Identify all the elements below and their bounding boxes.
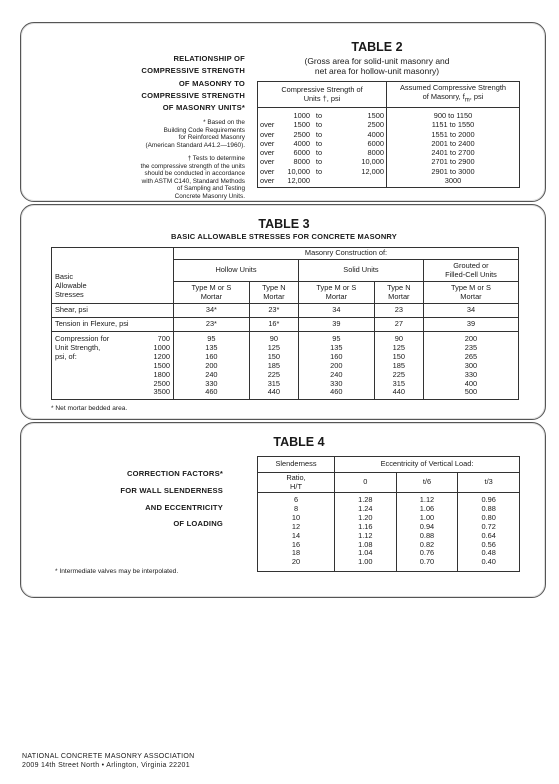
mortar-word: Mortar	[325, 291, 348, 301]
correction-factor: 0.96	[481, 495, 496, 504]
correction-factor: 0.80	[481, 512, 496, 522]
compression-column	[374, 332, 423, 400]
compression-value: 90	[394, 334, 403, 343]
range-prefix: over	[260, 166, 275, 176]
assumed-strength-value: 2001 to 2400	[431, 138, 475, 148]
range-low: 8000	[293, 157, 310, 167]
table-2-note-1: * Based on the Building Code Requirements for Reinforced Masonry (American Standard A41.2—1960).	[145, 119, 245, 149]
correction-factor: 0.94	[419, 521, 435, 531]
correction-factor: 1.20	[358, 512, 373, 522]
table-row	[260, 157, 384, 166]
mortar-word: Mortar	[388, 291, 410, 301]
compression-rows	[52, 332, 519, 400]
basic-allowable-stresses-header: Basic Allowable Stresses	[52, 248, 174, 304]
compression-label-cell	[52, 332, 174, 400]
mortar-word: Mortar	[460, 291, 482, 301]
table-3-grid	[51, 247, 519, 400]
table-row	[260, 130, 384, 139]
mortar-type: Type N	[262, 282, 286, 292]
range-low: 1000	[293, 111, 310, 120]
assumed-strength-value: 3000	[444, 176, 462, 186]
tension-value: 39	[423, 318, 518, 332]
masonry-construction-header: Masonry Construction of:	[174, 248, 519, 260]
compression-value: 185	[392, 360, 405, 370]
compression-value: 460	[330, 387, 343, 397]
compression-value: 315	[392, 378, 405, 388]
correction-factor: 1.24	[358, 503, 373, 513]
compression-value: 200	[205, 360, 218, 370]
compression-column	[298, 332, 374, 400]
compression-value: 500	[464, 387, 478, 397]
compression-value: 240	[330, 369, 343, 379]
assumed-strength-value: 1551 to 2000	[431, 129, 475, 139]
compression-value: 95	[207, 334, 216, 343]
slenderness-ratio: 20	[291, 557, 301, 567]
range-prefix: over	[260, 157, 275, 167]
shear-label: Shear, psi	[52, 304, 174, 318]
compressive-strength-ranges	[258, 108, 387, 188]
assumed-strength-value: 2401 to 2700	[431, 148, 475, 158]
compression-column	[249, 332, 298, 400]
assumed-strength-value: 900 to 1150	[433, 111, 473, 120]
compression-value: 150	[392, 351, 405, 361]
range-to: to	[315, 148, 323, 158]
table-2-subtitle: (Gross area for solid-unit masonry and net area for hollow-unit masonry)	[304, 56, 450, 76]
unit-strength: 3500	[153, 387, 170, 397]
compression-value: 225	[392, 369, 405, 379]
mortar-type-header	[174, 282, 250, 304]
footer-address	[22, 752, 195, 770]
compression-value: 330	[205, 378, 218, 388]
range-to: to	[315, 120, 323, 130]
table-row	[52, 318, 519, 332]
table-row	[260, 120, 384, 129]
col-compressive-strength-header: Compressive Strength of Units †, psi	[258, 82, 387, 108]
compression-value: 400	[464, 378, 478, 388]
correction-column	[396, 493, 458, 572]
range-prefix: over	[260, 138, 275, 148]
range-to: to	[315, 138, 323, 148]
table-2-note-2: † Tests to determine the compressive strength of the units should be conducted in accordance with ASTM C140, Standard Methods of Sampling and Testing Concrete Masonry Units.	[140, 155, 245, 200]
compression-value: 90	[269, 334, 278, 343]
table-row	[260, 176, 384, 185]
compression-value: 150	[267, 351, 281, 361]
range-low: 10,000	[287, 166, 310, 176]
compression-value: 265	[464, 351, 478, 361]
range-low: 4000	[293, 138, 310, 148]
range-high: 10,000	[361, 157, 384, 167]
unit-strength: 1800	[153, 369, 170, 379]
assumed-strength-value: 2901 to 3000	[431, 166, 475, 176]
mortar-type: Type N	[387, 282, 411, 292]
range-high: 4000	[367, 129, 384, 139]
hollow-units-header: Hollow Units	[174, 260, 299, 282]
correction-column	[335, 493, 397, 572]
compression-value: 200	[330, 360, 343, 370]
correction-factor: 1.12	[358, 530, 373, 540]
mortar-type: Type M or S	[316, 282, 357, 292]
correction-factor: 0.88	[419, 530, 435, 540]
ratio-column	[258, 493, 335, 572]
table-4-panel	[20, 422, 546, 598]
eccentricity-header: Eccentricity of Vertical Load:	[335, 457, 520, 473]
compression-value: 330	[330, 378, 343, 388]
compression-value: 460	[205, 387, 218, 397]
correction-factor: 0.88	[481, 503, 496, 513]
ecc-col-t6: t/6	[396, 473, 458, 493]
compression-value: 160	[330, 351, 343, 361]
assumed-strength-value: 2701 to 2900	[431, 157, 475, 167]
compression-label: Unit Strength,	[55, 342, 101, 352]
slenderness-ratio: 14	[291, 530, 301, 540]
compression-column	[423, 332, 518, 400]
assumed-strength-value: 1151 to 1550	[431, 120, 475, 130]
table-row	[260, 139, 384, 148]
tension-label: Tension in Flexure, psi	[52, 318, 174, 332]
range-low: 2500	[293, 129, 310, 139]
correction-factor: 0.70	[419, 557, 435, 567]
slenderness-ratio: 10	[291, 512, 301, 522]
compression-value: 440	[267, 387, 281, 397]
range-high: 8000	[367, 148, 384, 158]
table-4-grid	[257, 456, 520, 572]
compression-value: 300	[464, 360, 478, 370]
unit-strength: 1500	[153, 360, 170, 370]
unit-strength: 2500	[153, 378, 170, 388]
unit-strength: 1000	[153, 342, 170, 352]
correction-column	[458, 493, 520, 572]
mortar-type: Type M or S	[451, 282, 491, 292]
correction-factor: 1.28	[358, 495, 373, 504]
table-2-title: TABLE 2	[351, 40, 403, 54]
table-row	[260, 167, 384, 176]
tension-value: 39	[298, 318, 374, 332]
tension-value: 23*	[174, 318, 250, 332]
correction-factor: 1.00	[419, 512, 435, 522]
table-2-panel	[20, 22, 546, 202]
compression-value: 315	[267, 378, 281, 388]
correction-factor: 0.56	[481, 539, 496, 549]
range-high: 12,000	[361, 166, 384, 176]
solid-units-header: Solid Units	[298, 260, 423, 282]
range-to	[310, 176, 328, 185]
mortar-type-header	[423, 282, 518, 304]
shear-value: 34	[298, 304, 374, 318]
slenderness-ratio: 16	[291, 539, 301, 549]
compression-value: 125	[267, 342, 281, 352]
correction-factor: 0.76	[419, 548, 435, 558]
compression-value: 135	[205, 342, 218, 352]
ecc-col-t3: t/3	[458, 473, 520, 493]
mortar-word: Mortar	[263, 291, 285, 301]
slenderness-ratio: 8	[293, 503, 299, 513]
tension-value: 27	[374, 318, 423, 332]
ratio-header: Ratio, H/T	[258, 473, 335, 493]
correction-factor: 0.48	[481, 548, 496, 558]
slenderness-ratio: 6	[293, 495, 299, 504]
range-prefix: over	[260, 120, 275, 130]
shear-value: 23	[374, 304, 423, 318]
table-3-title: TABLE 3	[258, 217, 310, 231]
table-3-footnote: * Net mortar bedded area.	[51, 405, 128, 412]
range-prefix: over	[260, 176, 275, 186]
range-to: to	[315, 166, 323, 176]
compression-value: 240	[205, 369, 218, 379]
table-4-footnote: * Intermediate valves may be interpolated.	[55, 568, 179, 575]
compression-value: 185	[267, 360, 281, 370]
table-2-grid	[257, 81, 520, 188]
range-high: 6000	[367, 138, 384, 148]
compression-label: psi, of:	[55, 351, 77, 361]
correction-factor: 0.72	[481, 521, 496, 531]
range-low: 1500	[293, 120, 310, 130]
range-prefix: over	[260, 129, 275, 139]
correction-factor: 1.00	[358, 557, 373, 567]
ecc-col-0: 0	[335, 473, 397, 493]
compression-value: 440	[392, 387, 405, 397]
shear-value: 23*	[249, 304, 298, 318]
slenderness-header: Slenderness	[258, 457, 335, 473]
correction-factor-rows	[258, 493, 520, 572]
range-low: 6000	[293, 148, 310, 158]
slenderness-ratio: 12	[291, 521, 301, 531]
correction-factor: 1.16	[358, 521, 373, 531]
table-row	[260, 111, 384, 120]
mortar-type-header	[249, 282, 298, 304]
col-assumed-strength-header: Assumed Compressive Strength of Masonry, $f_m$, psi	[387, 82, 520, 108]
footer-org-name: NATIONAL CONCRETE MASONRY ASSOCIATION	[22, 753, 195, 760]
compression-value: 225	[267, 369, 281, 379]
range-high: 1500	[367, 111, 384, 120]
correction-factor: 1.08	[358, 539, 373, 549]
assumed-strength-values	[387, 108, 520, 188]
mortar-type-header	[298, 282, 374, 304]
tension-value: 16*	[249, 318, 298, 332]
mortar-type: Type M or S	[191, 282, 232, 292]
table-3-subtitle: BASIC ALLOWABLE STRESSES FOR CONCRETE MASONRY	[171, 232, 397, 241]
mortar-type-header	[374, 282, 423, 304]
compression-value: 135	[330, 342, 343, 352]
correction-factor: 1.06	[419, 503, 435, 513]
range-low: 12,000	[287, 176, 310, 186]
correction-factor: 0.82	[419, 539, 435, 549]
correction-factor: 1.04	[358, 548, 373, 558]
compression-value: 125	[392, 342, 405, 352]
range-to: to	[315, 157, 323, 167]
table-2-side-title: RELATIONSHIP OF COMPRESSIVE STRENGTH OF MASONRY TO COMPRESSIVE STRENGTH OF MASONRY UNITS*	[141, 54, 245, 113]
compression-value: 235	[464, 342, 478, 352]
compression-value: 200	[464, 334, 478, 343]
mortar-word: Mortar	[200, 291, 223, 301]
shear-value: 34*	[174, 304, 250, 318]
table-row	[260, 148, 384, 157]
range-high	[328, 176, 384, 185]
unit-strength: 700	[157, 334, 170, 343]
unit-strength: 1200	[153, 351, 170, 361]
range-to: to	[315, 111, 323, 120]
footer-street: 2009 14th Street North • Arlington, Virginia 22201	[22, 762, 190, 769]
correction-factor: 0.40	[481, 557, 496, 567]
range-prefix: over	[260, 148, 275, 158]
range-high: 2500	[367, 120, 384, 130]
compression-value: 330	[464, 369, 478, 379]
table-4-title: TABLE 4	[273, 435, 325, 449]
grouted-units-header: Grouted or Filled-Cell Units	[423, 260, 518, 282]
compression-value: 160	[205, 351, 218, 361]
correction-factor: 0.64	[481, 530, 496, 540]
table-row	[52, 304, 519, 318]
table-3-panel	[20, 204, 546, 420]
correction-factor: 1.12	[419, 495, 435, 504]
table-4-side-title: CORRECTION FACTORS* FOR WALL SLENDERNESS AND ECCENTRICITY OF LOADING	[120, 469, 223, 529]
compression-value: 95	[332, 334, 341, 343]
compression-label: Compression for	[55, 334, 110, 343]
slenderness-ratio: 18	[291, 548, 301, 558]
compression-column	[174, 332, 250, 400]
range-prefix	[260, 111, 282, 120]
range-to: to	[315, 129, 323, 139]
shear-value: 34	[423, 304, 518, 318]
